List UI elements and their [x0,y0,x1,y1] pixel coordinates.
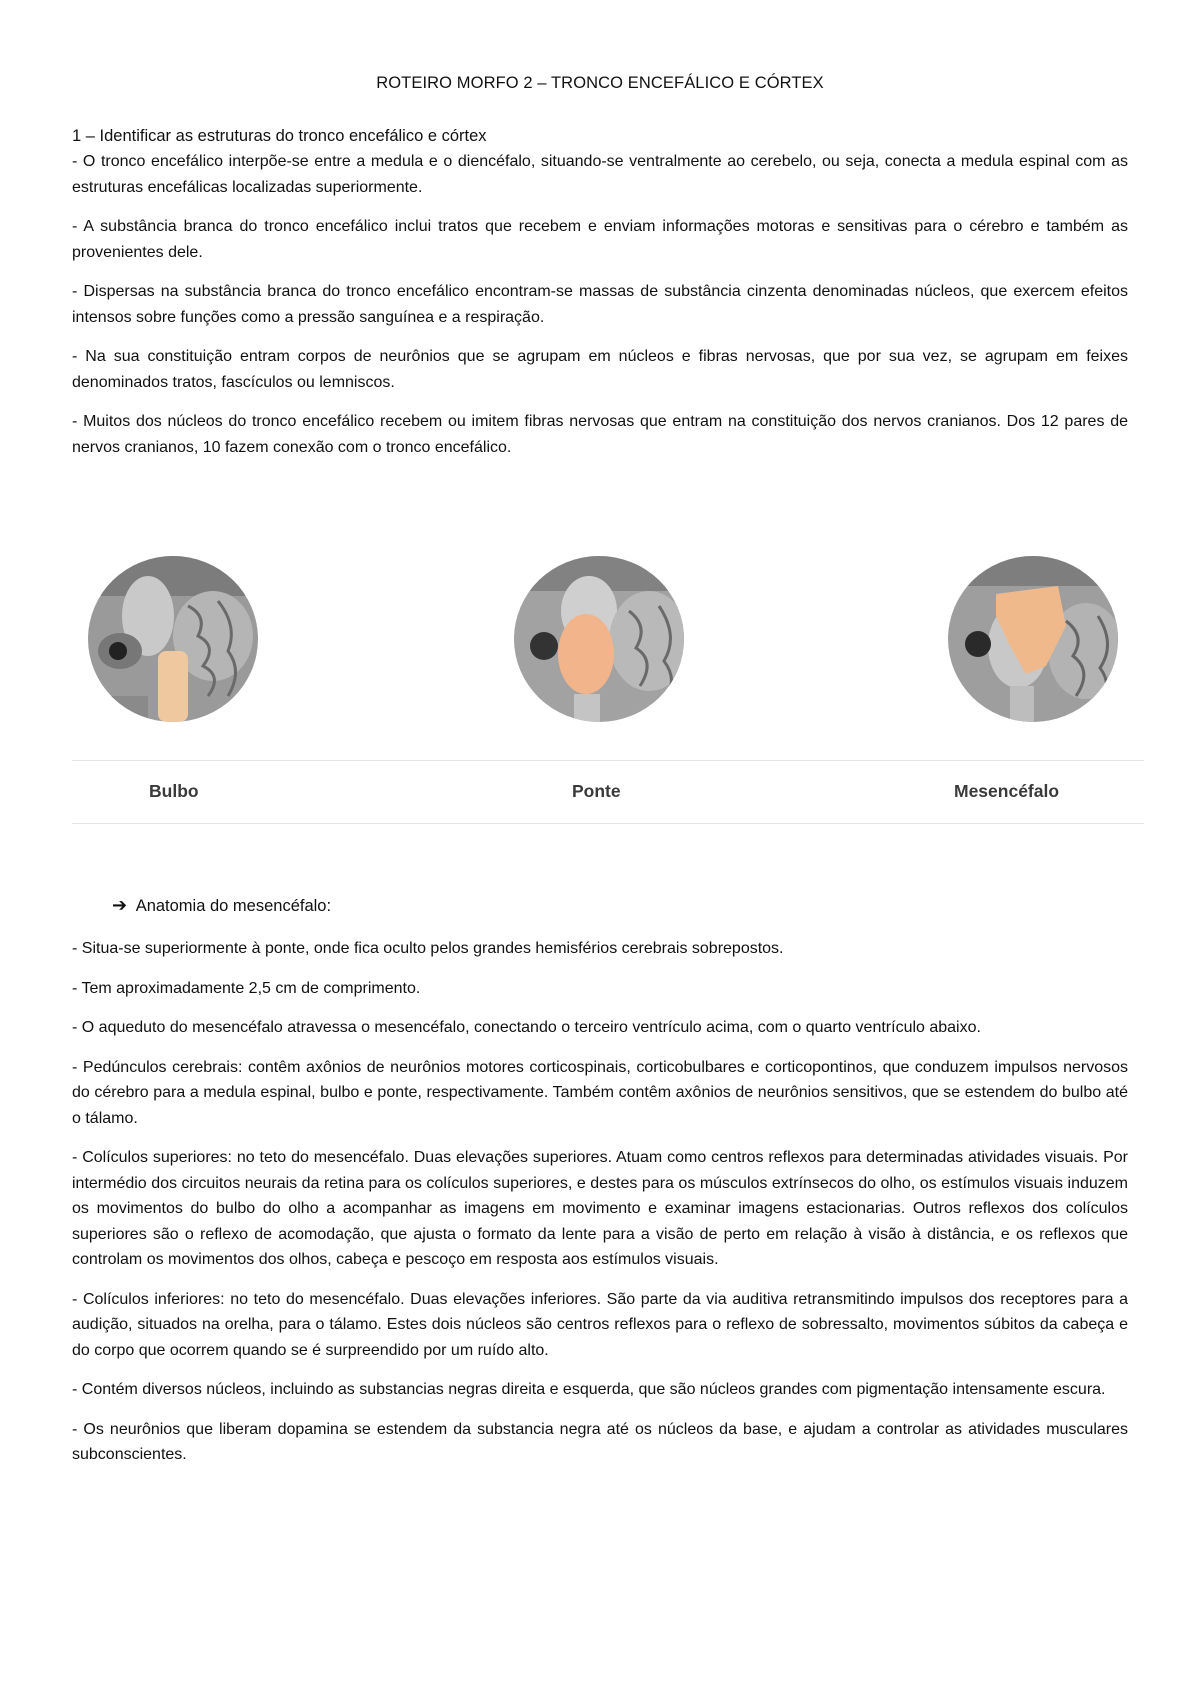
paragraph: - Dispersas na substância branca do tronco encefálico encontram-se massas de substância cinzenta denominadas núcleos, que exercem efeitos intensos sobre funções como a pressão sanguínea e a respiração. [72,283,1128,326]
label-bulbo: Bulbo [149,781,199,801]
paragraph: - A substância branca do tronco encefálico inclui tratos que recebem e enviam informações motoras e sensitivas para o cérebro e também as provenientes dele. [72,218,1128,261]
label-mesencefalo: Mesencéfalo [954,781,1060,801]
section-1-heading: 1 – Identificar as estruturas do tronco encefálico e córtex [72,127,487,145]
paragraph: - Contém diversos núcleos, incluindo as substancias negras direita e esquerda, que são núcleos grandes com pigmentação intensamente escura. [72,1381,1106,1398]
paragraph: - Colículos inferiores: no teto do mesencéfalo. Duas elevações inferiores. São parte da via auditiva retransmitindo impulsos dos receptores para a audição, situados na orelha, para o tálamo. Estes dois núcleos são centros reflexos para o reflexo de sobressalto, movimentos súbitos da cabeça e do corpo que ocorrem quando se é surpreendido por um ruído alto. [72,1290,1128,1359]
bulbo-figure [88,556,258,722]
figure-labels [72,760,1144,824]
paragraph: - O aqueduto do mesencéfalo atravessa o mesencéfalo, conectando o terceiro ventrículo acima, com o quarto ventrículo abaixo. [72,1019,981,1036]
paragraph: - Situa-se superiormente à ponte, onde fica oculto pelos grandes hemisférios cerebrais sobrepostos. [72,940,784,957]
section-2 [72,936,1128,1482]
section-2-heading: Anatomia do mesencéfalo: [135,897,332,915]
brainstem-figures [72,556,1144,722]
paragraph: - O tronco encefálico interpõe-se entre a medula e o diencéfalo, situando-se ventralmente ao cerebelo, ou seja, conecta a medula espinal com as estruturas encefálicas localizadas superiormente. [72,153,1128,196]
section-1 [72,124,1128,474]
paragraph: - Muitos dos núcleos do tronco encefálico recebem ou imitem fibras nervosas que entram na constituição dos nervos cranianos. Dos 12 pares de nervos cranianos, 10 fazem conexão com o tronco encefálico. [72,413,1128,456]
document-title: ROTEIRO MORFO 2 – TRONCO ENCEFÁLICO E CÓRTEX [376,74,824,92]
ponte-highlight [558,614,614,694]
ponte-figure [514,556,684,722]
paragraph: - Colículos superiores: no teto do mesencéfalo. Duas elevações superiores. Atuam como centros reflexos para determinadas atividades visuais. Por intermédio dos circuitos neurais da retina para os colículos superiores, e destes para os músculos extrínsecos do olho, os estímulos visuais induzem os movimentos do bulbo do olho a acompanhar as imagens em movimento e examinar imagens estacionarias. Outros reflexos dos colículos superiores são o reflexo de acomodação, que ajusta o formato da lente para a visão de perto em relação à visão à distância, e os reflexos que controlam os movimentos dos olhos, cabeça e pescoço em resposta aos estímulos visuais. [72,1149,1128,1268]
paragraph: - Tem aproximadamente 2,5 cm de comprimento. [72,979,421,997]
section-2-heading-row [112,893,331,919]
arrow-right-icon: ➔ [112,895,128,915]
mesencefalo-figure [948,556,1118,722]
paragraph: - Na sua constituição entram corpos de neurônios que se agrupam em núcleos e fibras nervosas, que por sua vez, se agrupam em feixes denominados tratos, fascículos ou lemniscos. [72,348,1128,391]
paragraph: - Os neurônios que liberam dopamina se estendem da substancia negra até os núcleos da base, e ajudam a controlar as atividades musculares subconscientes. [72,1420,1128,1463]
bulbo-highlight [158,651,188,722]
label-ponte: Ponte [572,781,621,801]
paragraph: - Pedúnculos cerebrais: contêm axônios de neurônios motores corticospinais, corticobulbares e corticopontinos, que conduzem impulsos nervosos do cérebro para a medula espinal, bulbo e ponte, respectivamente. Também contêm axônios de neurônios sensitivos, que se estendem do bulbo até o tálamo. [72,1058,1128,1127]
